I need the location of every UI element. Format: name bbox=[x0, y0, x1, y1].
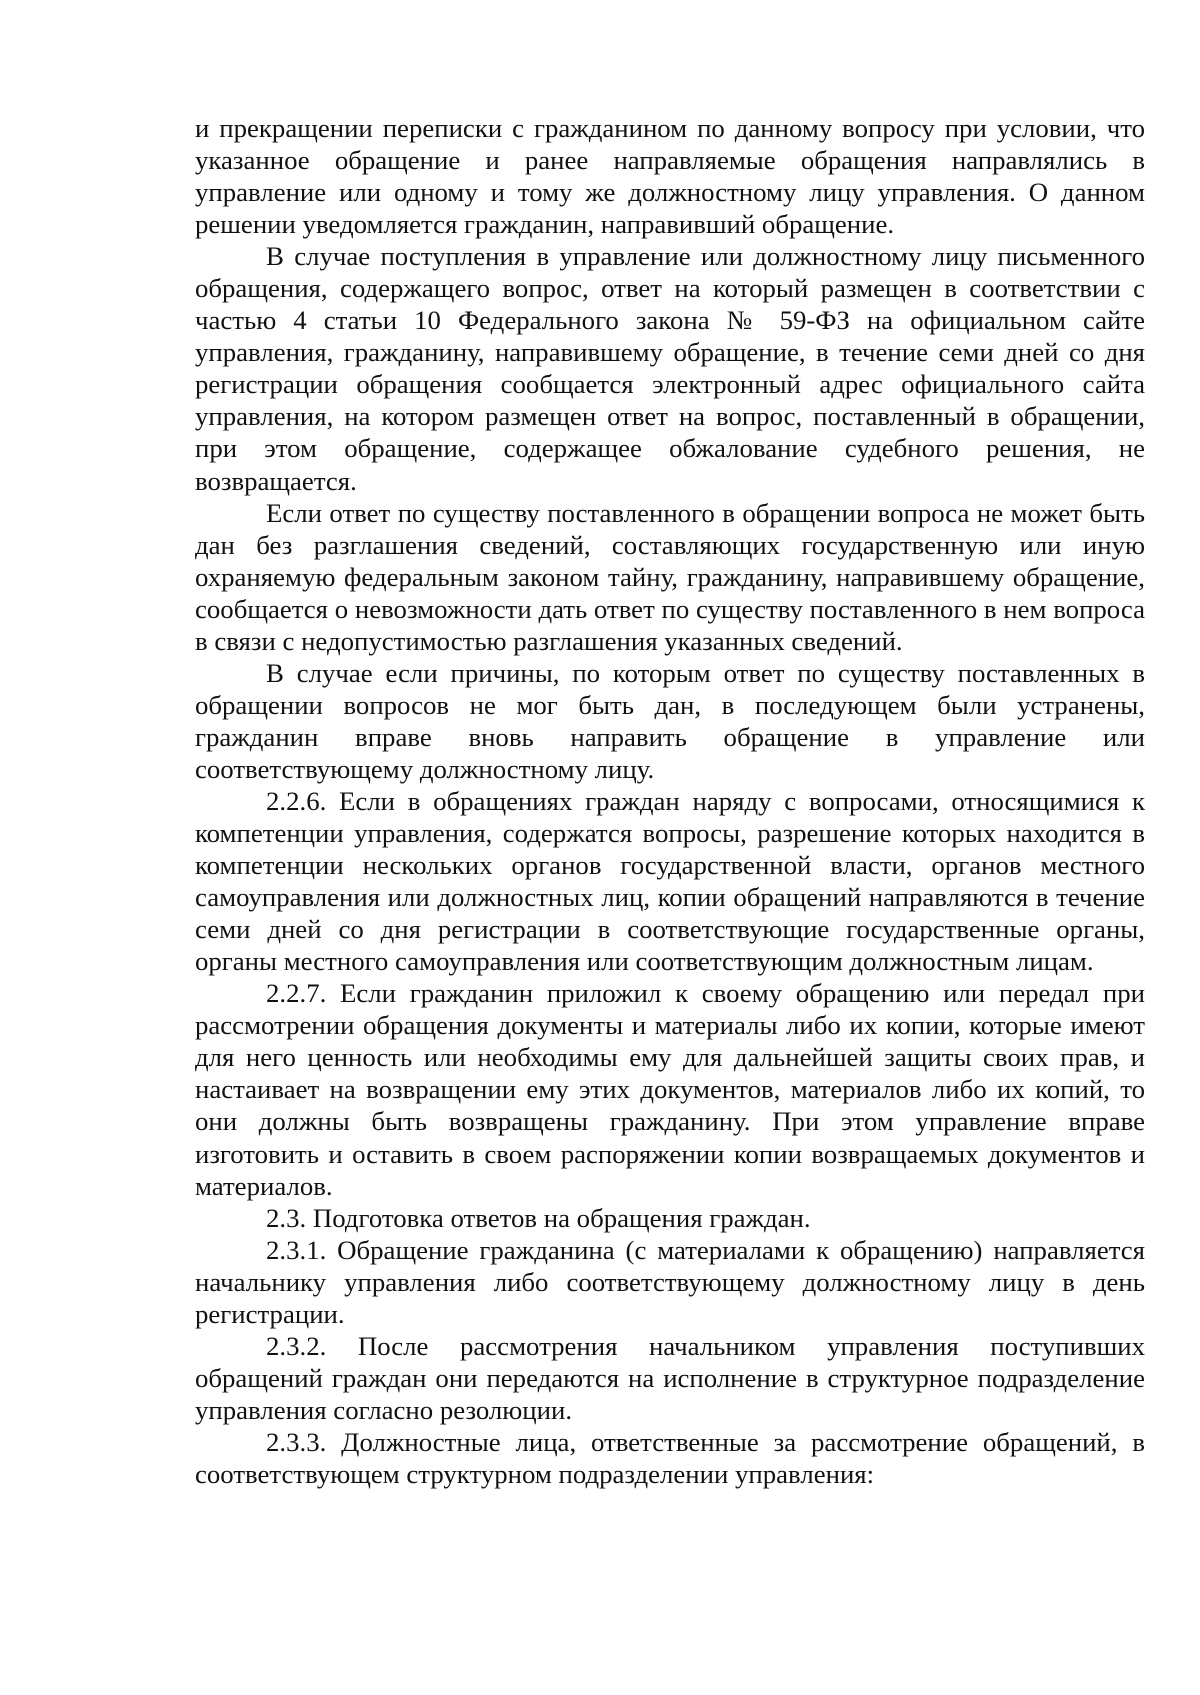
paragraph-website-answer: В случае поступления в управление или должностному лицу письменного обращения, содержащего вопрос, ответ на который размещен в соответствии с частью 4 статьи 10 Федерального закона № 59-ФЗ на официальном сайте управления, гражданину, направившему обращение, в течение семи дней со дня регистрации обращения сообщается электронный адрес официального сайта управления, на котором размещен ответ на вопрос, поставленный в обращении, при этом обращение, содержащее обжалование судебного решения, не возвращается. bbox=[195, 241, 1145, 496]
paragraph-continuation: и прекращении переписки с гражданином по данному вопросу при условии, что указанное обращение и ранее направляемые обращения направлялись в управление или одному и тому же должностному лицу управления. О данном решении уведомляется гражданин, направивший обращение. bbox=[195, 113, 1145, 240]
paragraph-2-2-7: 2.2.7. Если гражданин приложил к своему обращению или передал при рассмотрении обращения документы и материалы либо их копии, которые имеют для него ценность или необходимы ему для дальнейшей защиты своих прав, и настаивает на возвращении ему этих документов, материалов либо их копий, то они должны быть возвращены гражданину. При этом управление вправе изготовить и оставить в своем распоряжении копии возвращаемых документов и материалов. bbox=[195, 978, 1145, 1201]
paragraph-2-2-6: 2.2.6. Если в обращениях граждан наряду с вопросами, относящимися к компетенции управления, содержатся вопросы, разрешение которых находится в компетенции нескольких органов государственной власти, органов местного самоуправления или должностных лиц, копии обращений направляются в течение семи дней со дня регистрации в соответствующие государственные органы, органы местного самоуправления или соответствующим должностным лицам. bbox=[195, 785, 1145, 977]
paragraph-2-3-heading: 2.3. Подготовка ответов на обращения граждан. bbox=[266, 1202, 811, 1233]
paragraph-reasons-removed: В случае если причины, по которым ответ по существу поставленных в обращении вопросов не мог быть дан, в последующем были устранены, гражданин вправе вновь направить обращение в управление или соответствующему должностному лицу. bbox=[195, 657, 1145, 784]
paragraph-2-3-3: 2.3.3. Должностные лица, ответственные за рассмотрение обращений, в соответствующем структурном подразделении управления: bbox=[195, 1426, 1145, 1489]
document-body bbox=[195, 112, 1145, 1490]
paragraph-secret-info: Если ответ по существу поставленного в обращении вопроса не может быть дан без разглашения сведений, составляющих государственную или иную охраняемую федеральным законом тайну, гражданину, направившему обращение, сообщается о невозможности дать ответ по существу поставленного в нем вопроса в связи с недопустимостью разглашения указанных сведений. bbox=[195, 497, 1145, 656]
paragraph-2-3-1: 2.3.1. Обращение гражданина (с материалами к обращению) направляется начальнику управления либо соответствующему должностному лицу в день регистрации. bbox=[195, 1234, 1145, 1329]
paragraph-2-3-2: 2.3.2. После рассмотрения начальником управления поступивших обращений граждан они передаются на исполнение в структурное подразделение управления согласно резолюции. bbox=[195, 1330, 1145, 1425]
